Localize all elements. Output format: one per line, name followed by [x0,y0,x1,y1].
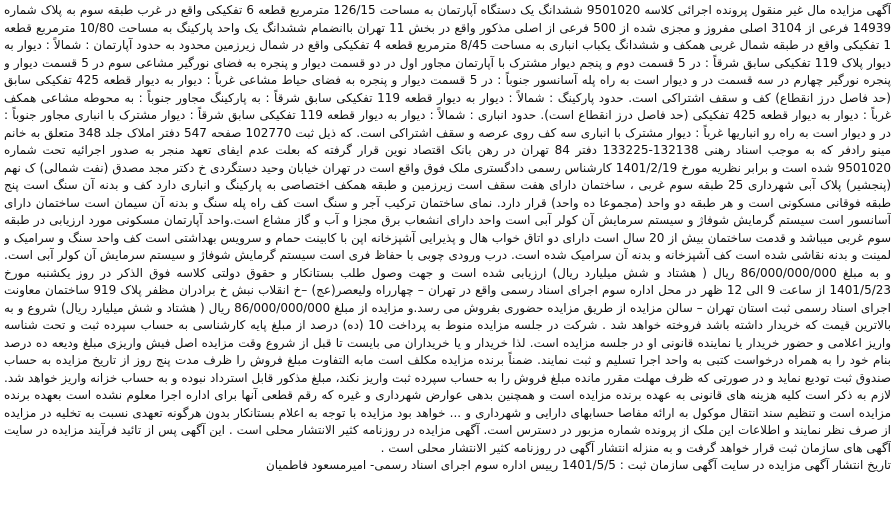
auction-notice [4,2,891,529]
notice-body: آگهی مزایده مال غیر منقول پرونده اجرائی کلاسه 9501020 ششدانگ یک دستگاه آپارتمان به مساحت 126/15 مترمربع قطعه 6 تفکیکی واقع در غرب طبقه سوم به پلاک شماره 14939 فرعی از 3104 اصلی مفروز و مجزی شده از 500 فرعی از اصلی مذکور واقع در بخش 11 تهران باانضمام ششدانگ یک واحد پارکینگ به مساحت 10/80 مترمربع قطعه 1 تفکیکی واقع در طبقه شمال غربی همکف و ششدانگ یکباب انباری به مساحت 8/45 مترمربع قطعه 4 تفکیکی واقع در شمال زیرزمین محدود به حدود آپارتمان : شمالاً : دیوار به دیوار پلاک 119 تفکیکی سابق شرقاً : در 5 قسمت دوم و پنجم دیوار مشترک با آپارتمان مجاور اول در دو قسمت دیوار و پنجره به فضای نورگیر مشاعی سوم در 5 قسمت دیوار و پنجره نورگیر چهارم در سه قسمت در و دیوار است به راه پله آسانسور جنوباً : در 5 قسمت دیوار و پنجره به فضای حیاط مشاعی غرباً : دیوار به دیوار قطعه 425 تفکیکی سابق (حد فاصل درز انقطاع) کف و سقف اشتراکی است. حدود پارکینگ : شمالاً : دیوار به دیوار قطعه 119 تفکیکی سابق شرقاً : به پارکینگ مجاور جنوباً : به محوطه مشاعی همکف غرباً : دیوار به دیوار قطعه 425 تفکیکی (حد فاصل درز انقطاع است). حدود انباری : شمالاً : دیوار به دیوار قطعه 119 تفکیکی سابق شرقاً : دیوار مشترک با انباری مجاور جنوباً : در و دیوار است به راه رو انباریها غرباً : دیوار مشترک با انباری سه کف روی عرصه و سقف اشتراکی است. که ذیل ثبت 102770 صفحه 547 دفتر املاک جلد 348 متعلق به خانم مینو رادفر که به موجب اسناد رهنی 132138-133225 دفتر 84 تهران در رهن بانک اقتصاد نوین قرار گرفته که بعلت عدم ایفای تعهد منجر به صدور اجرائیه تحت شماره 9501020 شده است و برابر نظریه مورخ 1401/2/19 کارشناس رسمی دادگستری ملک فوق واقع است در تهران خیابان وحید دستگردی خ دکتر مجد مصدق (نفت شمالی) ک نهم (پنجشیر) پلاک آبی شهرداری 25 طبقه سوم غربی ، ساختمان دارای هفت سقف است زیرزمین و طبقه همکف اختصاصی به پارکینگ و انباری دارد کف و بدنه آن سنگ است پنج طبقه فوقانی مسکونی است و هر طبقه دو واحد (مجموعا ده واحد) قرار دارد. نمای ساختمان ترکیب آجر و سنگ است کف راه پله سنگ و بدنه آن سیمان است ساختمان دارای آسانسور است سیستم گرمایش شوفاژ و سیستم سرمایش آن کولر آبی است واحد دارای انشعاب برق مجزا و آب و گاز مشاع است.واحد آپارتمان مسکونی مورد ارزیابی در طبقه سوم غربی میباشد و قدمت ساختمان بیش از 20 سال است دارای دو اتاق خواب هال و پذیرایی آشپزخانه اپن با کابینت حمام و سرویس بهداشتی است کف واحد سنگ و سرامیک و لمینت و بدنه نقاشی شده است کف آشپزخانه و بدنه آن سرامیک شده است. درب ورودی چوبی با حفاظ فری است سیستم گرمایش شوفاژ و سیستم سرمایش آن کولر آبی است. و به مبلغ 86/000/000/000 ریال ( هشتاد و شش میلیارد ریال) ارزیابی شده است و جهت وصول طلب بستانکار و حقوق دولتی کلاسه فوق الذکر در روز یکشنبه مورخ 1401/5/23 از ساعت 9 الی 12 ظهر در محل اداره سوم اجرای اسناد رسمی واقع در تهران – چهارراه ولیعصر(عج) –خ انقلاب نبش خ برادران مظفر پلاک 919 ساختمان معاونت اجرای اسناد رسمی ثبت استان تهران – سالن مزایده از طریق مزایده حضوری بفروش می رسد.و مزایده از مبلغ 86/000/000/000 ریال ( هشتاد و شش میلیارد ریال) شروع و به بالاترین قیمت که خریدار داشته باشد فروخته خواهد شد . شرکت در جلسه مزایده منوط به پرداخت 10 (ده) درصد از مبلغ پایه کارشناسی به حساب سپرده ثبت و تحت شناسه واریز اعلامی و حضور خریدار یا نماینده قانونی او در جلسه مزایده است. لذا خریدار و یا خریداران می بایست تا قبل از شروع وقت مزایده اصل فیش واریزی مبلغ ودیعه ده درصد بنام خود را به همراه درخواست کتبی به واحد اجرا تسلیم و ثبت نمایند. ضمناً برنده مزایده مکلف است مابه التفاوت مبلغ فروش را ظرف مدت پنج روز از تاریخ مزایده به حساب صندوق ثبت تودیع نماید و در صورتی که ظرف مهلت مقرر مانده مبلغ فروش را به حساب سپرده ثبت واریز نکند، مبلغ مذکور قابل استرداد نبوده و به حساب خزانه واریز خواهد شد. لازم به ذکر است کلیه هزینه های قانونی به عهده برنده مزایده است و همچنین بدهی عوارض شهرداری و غیره که رقم قطعی آنها برای اداره اجرا معلوم نشده است بعهده برنده مزایده است و تنظیم سند انتقال موکول به ارائه مفاصا حسابهای دارایی و شهرداری و ... خواهد بود مزایده با توجه به اعلام بستانکار بدون هرگونه تعهدی نسبت به تخلیه در مزایده از صرف نظر نمایند و اطلاعات این ملک از پرونده شماره مزبور در دسترس است. آگهی مزایده در روزنامه کثیر الانتشار محلی است . این آگهی پس از تائید فرآیند مزایده در سایت آگهی های سازمان ثبت قرار خواهد گرفت و به منزله انتشار آگهی در روزنامه کثیر الانتشار محلی است . [4,3,891,455]
notice-footer: تاریخ انتشار آگهی مزایده در سایت آگهی سازمان ثبت : 1401/5/5 رییس اداره سوم اجرای اسناد رسمی- امیرمسعود فاطمیان [265,458,891,472]
